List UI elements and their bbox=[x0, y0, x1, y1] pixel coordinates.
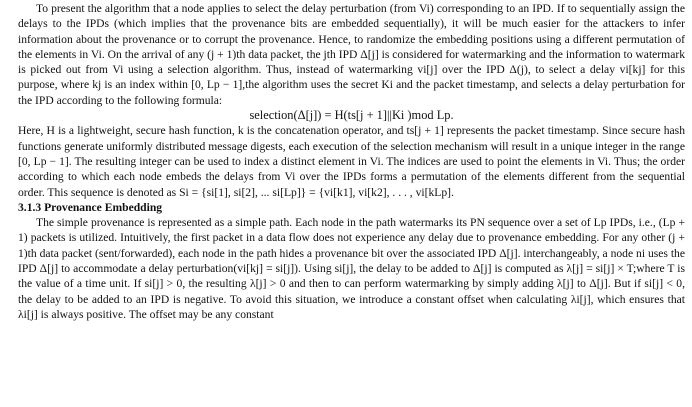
paragraph-hash-function: Here, H is a lightweight, secure hash function, k is the concatenation operator, and ts[j + 1] represents the packet timestamp. Since secure hash functions generate uniformly distributed message digests, each execution of the selection mechanism will result in a unique integer in the range [0, Lp − 1]. The resulting integer can be used to index a distinct element in Vi. The indices are used to point the elements in Vi. Thus; the order according to which each node embeds the delays from Vi over the IPDs forms a permutation of the elements different from the sequential order. This sequence is denoted as Si = {si[1], si[2], ... si[Lp]} = {vi[k1], vi[k2], . . . , vi[kLp]. bbox=[18, 124, 685, 199]
paragraph-provenance-embedding: The simple provenance is represented as a simple path. Each node in the path watermarks its PN sequence over a set of Lp IPDs, i.e., (Lp + 1) packets is utilized. Intuitively, the first packet in a data flow does not experience any delay due to provenance embedding. For any other (j + 1)th data packet (sent/forwarded), each node in the path hides a provenance bit over the associated IPD Δ[j]. interchangeably, a node ni uses the IPD Δ[j] to accommodate a delay perturbation(vi[kj] = si[j]). Using si[j], the delay to be added to Δ[j] is computed as λ[j] = si[j] × T;where T is the value of a time unit. If si[j] > 0, the resulting λ[j] > 0 and then to can perform watermarking by simply adding λ[j] to Δ[j]. But if si[j] < 0, the delay to be added to an IPD is negative. To avoid this situation, we introduce a constant offset when calculating λi[j], which ensures that λi[j] is always positive. The offset may be any constant bbox=[18, 216, 685, 321]
selection-formula: selection(Δ[j]) = H(ts[j + 1]||Ki )mod Lp. bbox=[249, 108, 454, 123]
section-heading: 3.1.3 Provenance Embedding bbox=[18, 200, 163, 214]
paragraph-delay-selection: To present the algorithm that a node applies to select the delay perturbation (from Vi) corresponding to an IPD. If to sequentially assign the delays to the IPDs (which implies that the provenance bits are embedded sequentially), it will be much easier for the attackers to infer information about the provenance or to corrupt the provenance. Hence, to randomize the embedding positions using a different permutation of the elements in Vi. On the arrival of any (j + 1)th data packet, the jth IPD Δ[j] is considered for watermarking and the information to watermark is picked out from Vi using a selection algorithm. Thus, instead of watermarking vi[j] over the IPD Δ(j), to select a delay vi[kj] for this purpose, where kj is an index within [0, Lp − 1],the algorithm uses the secret Ki and the packet timestamp, and selects a delay perturbation for the IPD according to the following formula: bbox=[18, 2, 685, 107]
